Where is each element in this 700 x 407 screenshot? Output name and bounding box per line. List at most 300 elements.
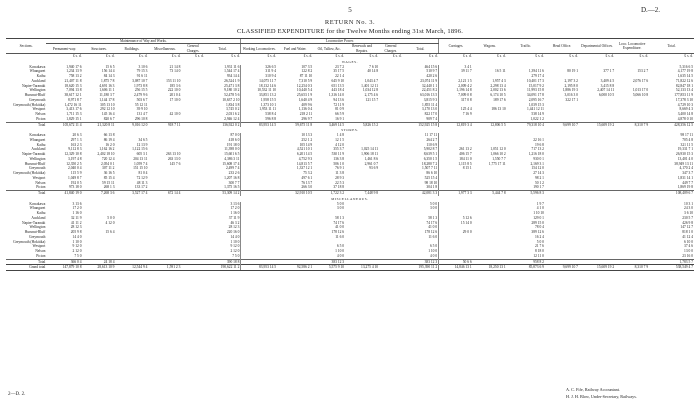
table-cell: 12 13 9 bbox=[136, 142, 148, 147]
units-cell: £ s. d. bbox=[138, 54, 148, 59]
table-cell: 10 3 1 bbox=[684, 201, 693, 206]
table-cell: 1,544 17 4 bbox=[224, 69, 240, 74]
units-cell: £ s. d. bbox=[392, 54, 402, 59]
section-name: Greymouth bbox=[29, 234, 46, 239]
table-cell: 2,298 13 4 bbox=[490, 83, 506, 88]
section-name: Nelson bbox=[35, 180, 46, 185]
table-cell: 73 14 0 bbox=[169, 69, 181, 74]
table-cell: 6,350 1 5 bbox=[423, 156, 438, 161]
table-cell: 252 1 2 bbox=[301, 137, 313, 142]
table-cell: 14 4 0 bbox=[72, 234, 82, 239]
table-cell: 110 6 9 bbox=[426, 142, 438, 147]
table-cell: 1,711 15 3 bbox=[66, 112, 82, 117]
signature-accountant: A. C. Fife, Railway Accountant. bbox=[566, 387, 620, 392]
table-cell: 2,031 6 2 bbox=[225, 112, 240, 117]
header-maintenance-group: Maintenance of Way and Works. bbox=[46, 39, 241, 44]
table-cell: 177,853 11 9 bbox=[674, 93, 693, 98]
table-cell: 15,017 9 2 bbox=[528, 83, 544, 88]
table-cell: 122 8 2 bbox=[301, 69, 313, 74]
table-cell: 4 0 0 bbox=[429, 253, 438, 258]
table-cell: 233 2 6 bbox=[228, 171, 240, 176]
total-cell: 21,320 8 11 bbox=[83, 122, 116, 127]
table-cell: 72 12 9 bbox=[136, 175, 148, 180]
table-cell: 818 1 0 bbox=[682, 230, 693, 235]
table-cell: 22 5 3 bbox=[335, 180, 345, 185]
table-cell: 201 0 4 bbox=[169, 93, 181, 98]
table-cell: 820 6 7 bbox=[103, 116, 115, 121]
table-cell: 133 17 2 bbox=[134, 185, 148, 190]
section-name: Picton bbox=[36, 185, 46, 190]
table-cell: 1,953 11 11 bbox=[241, 107, 277, 112]
section-name: Westport bbox=[32, 244, 46, 249]
table-cell: 2,407 14 11 bbox=[597, 88, 615, 93]
table-cell: 1,059 7 4 bbox=[133, 161, 148, 166]
table-cell: 973 18 0 bbox=[68, 185, 82, 190]
section-name: Whangarei bbox=[29, 137, 46, 142]
units-cell: £ s. d. bbox=[267, 54, 277, 59]
table-cell: 1,373 10 1 bbox=[241, 103, 277, 108]
table-cell: 2,169 3 1 bbox=[530, 161, 544, 166]
table-cell: 3 6 10 bbox=[684, 211, 693, 216]
table-cell: 59 15 11 bbox=[102, 180, 115, 185]
table-cell: 1,051 12 0 bbox=[490, 147, 506, 152]
table-cell: 8,971 8 7 bbox=[68, 97, 82, 102]
table-cell: 1,829 15 1 bbox=[66, 116, 82, 121]
total-cell: 3,469 14 5 bbox=[313, 122, 345, 127]
grand-total-cell: 13,275 4 10 bbox=[345, 265, 379, 271]
table-cell: 107 3 5 bbox=[301, 64, 313, 69]
table-cell: 930 0 1 bbox=[533, 156, 544, 161]
table-cell: 3 10 6 bbox=[138, 64, 148, 69]
header-sections: Sections. bbox=[6, 39, 46, 54]
table-cell: 11 6 0 bbox=[428, 234, 438, 239]
table-cell: 596 8 8 bbox=[241, 117, 277, 122]
table-cell: 1,831 14 1 bbox=[677, 175, 693, 180]
header-departmental-offices: Departmental Offices. bbox=[579, 39, 615, 54]
table-cell: 151 15 10 bbox=[133, 166, 148, 171]
total-cell: 24 18 4 bbox=[83, 259, 116, 265]
table-cell: 1,136 0 4 bbox=[298, 107, 313, 112]
table-cell: 38,617 12 1 bbox=[64, 93, 82, 98]
table-cell: 33,851 13 2 bbox=[241, 93, 277, 98]
table-cell: 35 17 5 bbox=[333, 69, 345, 74]
units-cell: £ s. d. bbox=[231, 54, 240, 59]
table-cell: 80 19 1 bbox=[567, 69, 578, 74]
section-name: Kawakawa bbox=[29, 64, 46, 69]
table-cell: 76 9 1 bbox=[335, 166, 345, 171]
table-cell: 98 18 10 bbox=[424, 180, 438, 185]
table-cell: 14,813 5 7 bbox=[296, 161, 313, 166]
table-cell: 322 17 1 bbox=[565, 97, 578, 102]
table-cell: 125 4 4 bbox=[439, 107, 473, 112]
table-cell: 9 12 0 bbox=[230, 244, 240, 249]
table-cell: 4,729 10 3 bbox=[677, 102, 693, 107]
table-cell: 10,401 17 3 bbox=[526, 78, 544, 83]
table-cell: 3,087 10 7 bbox=[132, 78, 148, 83]
table-cell: 25,471 3 8 bbox=[224, 83, 240, 88]
table-cell: 145 16 4 bbox=[101, 112, 115, 117]
table-cell: 156 14 4 bbox=[101, 69, 115, 74]
table-cell: 136 3 8 bbox=[333, 156, 345, 161]
table-cell: 4,170 2 4 bbox=[679, 166, 693, 171]
header-head-office: Head Office. bbox=[545, 39, 579, 54]
section-name: Nelson bbox=[35, 112, 46, 117]
table-cell: 75 3 2 bbox=[303, 171, 313, 176]
table-cell: 38,949 13 11 bbox=[674, 161, 693, 166]
table-cell: 355 3 7 bbox=[333, 147, 345, 152]
table-cell: 18,132 14 6 bbox=[241, 84, 277, 89]
section-name: Greymouth bbox=[29, 166, 46, 171]
section-name: Auckland bbox=[31, 147, 46, 152]
table-cell: 91 6 11 bbox=[136, 74, 148, 79]
table-cell: 11,180 3 7 bbox=[99, 93, 115, 98]
grand-total-cell: 12,544 9 4 bbox=[115, 265, 148, 271]
table-cell: 178 12 6 bbox=[424, 230, 438, 235]
table-cell: 22,451 8 2 bbox=[421, 88, 438, 93]
table-body bbox=[6, 54, 694, 271]
table-cell: 13,401 4 0 bbox=[677, 156, 693, 161]
units-cell: £ s. d. bbox=[463, 54, 472, 59]
units-cell: £ s. d. bbox=[72, 54, 82, 59]
total-cell: 41,840 19 0 bbox=[46, 191, 82, 196]
table-cell: 1,441 12 11 bbox=[527, 107, 544, 112]
table-cell: 22 16 1 bbox=[533, 137, 544, 142]
grand-total-cell bbox=[379, 265, 402, 271]
return-number: RETURN No. 3. bbox=[324, 19, 376, 26]
table-cell: 1,906 18 11 bbox=[361, 152, 379, 157]
total-cell: 918 7 11 bbox=[148, 122, 181, 127]
table-cell: 1,394 11 6 bbox=[528, 69, 544, 74]
table-cell: 63,016 13 5 bbox=[420, 93, 438, 98]
table-cell: 1,375 16 5 bbox=[224, 185, 240, 190]
header-general-charges: General Charges. bbox=[181, 44, 204, 54]
table-cell: 406 15 7 bbox=[439, 152, 473, 157]
grand-total-cell: 83,953 14 5 bbox=[241, 265, 277, 271]
table-cell: 538 8 4 bbox=[241, 112, 277, 117]
table-cell: 1,337 12 1 bbox=[296, 166, 313, 171]
table-cell: 115 5 9 bbox=[70, 171, 82, 176]
table-cell: 21 7 6 bbox=[534, 244, 544, 249]
total-cell: 5,596 8 3 bbox=[507, 191, 545, 196]
header-traffic: Traffic. bbox=[507, 39, 545, 54]
table-cell: 503 6 7 bbox=[136, 97, 148, 102]
table-cell: 5 12 6 bbox=[439, 216, 473, 221]
table-cell: 204 13 11 bbox=[133, 156, 148, 161]
table-cell: 3 0 0 bbox=[336, 206, 345, 211]
table-cell: 7,094 13 8 bbox=[66, 88, 82, 93]
table-cell: 17 10 0 bbox=[169, 97, 181, 102]
table-cell: 71,822 12 6 bbox=[675, 78, 693, 83]
table-cell: 6,201 14 5 bbox=[296, 152, 313, 157]
section-name: Napier-Taranaki bbox=[21, 220, 46, 225]
table-cell: 18,280 7 2 bbox=[421, 161, 438, 166]
table-cell: 87 11 10 bbox=[299, 74, 313, 79]
table-cell: 178 12 6 bbox=[331, 230, 345, 235]
table-cell: 24 3 0 bbox=[684, 206, 693, 211]
table-cell: 18,620 15 3 bbox=[64, 83, 82, 88]
table-cell: 145 7 6 bbox=[169, 161, 181, 166]
table-cell: 29 0 0 bbox=[439, 230, 473, 235]
table-cell: 4 0 0 bbox=[336, 253, 345, 258]
table-cell: 32 11 9 bbox=[70, 215, 82, 220]
table-cell: 1,115 8 5 bbox=[439, 162, 473, 167]
table-cell: 66 5 9 bbox=[335, 112, 345, 117]
total-cell: 50 6 6 bbox=[439, 259, 473, 265]
table-cell: 8,669 4 3 bbox=[679, 107, 693, 112]
section-name: Whangarei bbox=[29, 69, 46, 74]
table-cell: 58 1 3 bbox=[428, 215, 438, 220]
table-cell: 1,025 14 11 bbox=[361, 147, 379, 152]
table-cell: 3,815 9 3 bbox=[423, 97, 438, 102]
table-cell: 3,400 14 8 bbox=[677, 112, 693, 117]
table-cell: 443 18 4 bbox=[331, 88, 345, 93]
total-cell: 383 12 3 bbox=[403, 259, 439, 265]
grand-total-cell: 18,250 13 1 bbox=[473, 265, 507, 271]
table-cell: 305 13 10 bbox=[100, 102, 115, 107]
header-structures: Structures. bbox=[83, 44, 116, 54]
table-cell: 41 0 0 bbox=[428, 225, 438, 230]
table-cell: 1,973 8 8 bbox=[133, 83, 148, 88]
total-label: Total bbox=[6, 259, 46, 265]
table-cell: 55 12 11 bbox=[134, 102, 148, 107]
table-cell: 1,066 10 2 bbox=[490, 152, 506, 157]
table-cell: 153 11 10 bbox=[166, 78, 181, 83]
table-cell: 14,075 11 7 bbox=[241, 79, 277, 84]
table-cell: 16 2 4 bbox=[534, 234, 544, 239]
units-cell: £ s. d. bbox=[497, 54, 506, 59]
table-cell: 605 3 1 bbox=[136, 152, 148, 157]
table-cell: 1,940 17 6 bbox=[66, 64, 82, 69]
table-cell: 93 6 9 bbox=[369, 166, 379, 171]
table-cell: 1 10 0 bbox=[230, 239, 240, 244]
table-cell: 98 2 1 bbox=[534, 175, 544, 180]
table-cell: 81 0 9 bbox=[335, 107, 345, 112]
grand-total-cell: 8,310 7 9 bbox=[615, 265, 649, 271]
table-cell: 1,039 15 3 bbox=[528, 102, 544, 107]
table-cell: 11 6 0 bbox=[335, 234, 345, 239]
section-name: Greymouth (Hokitika) bbox=[13, 102, 46, 107]
header-wagons: Wagons. bbox=[473, 39, 507, 54]
table-cell: 6 5 0 bbox=[336, 244, 345, 249]
grand-total-cell: 9,699 10 7 bbox=[545, 265, 579, 271]
table-cell: 2,946 12 4 bbox=[224, 116, 240, 121]
table-cell: 12,329 10 8 bbox=[64, 152, 82, 157]
table-cell: 705 4 8 bbox=[682, 137, 693, 142]
table-cell: 1,640 4 9 bbox=[298, 97, 313, 102]
table-cell: 79 15 3 bbox=[136, 69, 148, 74]
table-cell: 1,635 14 5 bbox=[677, 74, 693, 79]
table-cell: 3 13 6 bbox=[230, 201, 240, 206]
table-cell: 74 17 6 bbox=[426, 220, 438, 225]
header-permanent-way: Permanent-way. bbox=[46, 44, 82, 54]
table-cell: 1,855 11 4 bbox=[422, 102, 438, 107]
header-renewals-repairs: Renewals and Repairs. bbox=[345, 44, 379, 54]
table-cell: 58 1 3 bbox=[335, 215, 345, 220]
section-name: Kawakawa bbox=[29, 201, 46, 206]
units-cell: £ s. d. bbox=[429, 54, 438, 59]
table-cell: 264 2 7 bbox=[426, 137, 438, 142]
table-cell: 510 9 7 bbox=[426, 69, 438, 74]
section-name: Kaihu bbox=[36, 142, 46, 147]
table-cell: 3,170 13 0 bbox=[421, 107, 438, 112]
table-cell: 52,478 5 6 bbox=[224, 93, 240, 98]
header-general-charges-loco: General Charges. bbox=[379, 44, 402, 54]
table-cell: 22 1 4 bbox=[335, 74, 345, 79]
table-cell: 3 0 0 bbox=[429, 206, 438, 211]
table-cell: 3 13 6 bbox=[72, 201, 82, 206]
table-cell: 3,415 8 8 bbox=[600, 83, 615, 88]
total-label: Total bbox=[6, 191, 46, 196]
table-cell: 1 10 0 bbox=[72, 239, 82, 244]
table-cell: 7 16 9 bbox=[439, 112, 473, 117]
section-name: Auckland bbox=[31, 215, 46, 220]
table-cell: 758 13 2 bbox=[68, 74, 82, 79]
table-cell: 21,407 11 8 bbox=[64, 78, 82, 83]
signature-under-secretary: H. J. H. Blow, Under-Secretary, Railways. bbox=[566, 394, 637, 399]
table-cell: 1,606 11 1 bbox=[99, 88, 115, 93]
table-cell: 186 13 10 bbox=[491, 107, 506, 112]
grand-total-row bbox=[6, 265, 694, 271]
table-cell: 7,310 5 9 bbox=[298, 78, 313, 83]
section-name: Greymouth (Hokitika) bbox=[13, 171, 46, 176]
table-cell: 1 16 0 bbox=[230, 211, 240, 216]
table-cell: 86 19 4 bbox=[103, 137, 115, 142]
table-cell: 1,958 15 5 bbox=[241, 98, 277, 103]
table-cell: 192 0 5 bbox=[70, 180, 82, 185]
table-cell: 538 14 9 bbox=[531, 112, 544, 117]
table-cell: 87 0 0 bbox=[230, 133, 240, 138]
table-cell: 15,608 17 4 bbox=[222, 161, 240, 166]
table-cell: 3 4 1 bbox=[439, 65, 473, 70]
total-label: Total bbox=[6, 122, 46, 127]
table-cell: 76 13 7 bbox=[301, 180, 313, 185]
table-cell: 1 10 0 bbox=[428, 249, 438, 254]
table-cell: 15,601 6 5 bbox=[224, 152, 240, 157]
table-cell: 2,197 3 2 bbox=[564, 78, 578, 83]
section-label: STORES. bbox=[341, 128, 359, 133]
table-cell: 230 5 7 bbox=[682, 215, 693, 220]
table-cell: 300 7 7 bbox=[228, 180, 240, 185]
grand-total-cell: 28,613 10 9 bbox=[83, 265, 116, 271]
units-cell: £ s. d. bbox=[105, 54, 115, 59]
section-name: Whangarei bbox=[29, 206, 46, 211]
table-cell: 4 12 0 bbox=[105, 220, 115, 225]
table-cell: 5,066 10 8 bbox=[632, 93, 649, 98]
total-cell: 428,356 12 5 bbox=[649, 122, 694, 127]
section-name: Greymouth bbox=[29, 97, 46, 102]
table-cell: 19,331 7 1 bbox=[677, 147, 693, 152]
section-label: WAGES. bbox=[341, 59, 359, 64]
table-cell: 184 11 0 bbox=[439, 157, 473, 162]
table-cell: 15 6 5 bbox=[105, 64, 115, 69]
table-cell: 289 15 0 bbox=[531, 220, 544, 225]
total-cell: 9,699 10 7 bbox=[545, 122, 579, 127]
grand-total-cell: 14,846 13 1 bbox=[439, 265, 473, 271]
table-cell: 1,461 8 6 bbox=[364, 156, 379, 161]
table-cell: 5,902 8 7 bbox=[423, 147, 438, 152]
units-cell: £ s. d. bbox=[303, 54, 313, 59]
units-cell: £ s. d. bbox=[195, 54, 204, 59]
table-cell: 129 0 1 bbox=[533, 215, 544, 220]
table-cell: 2,175 4 6 bbox=[364, 93, 379, 98]
section-name: Auckland bbox=[31, 78, 46, 83]
table-cell: 86 6 10 bbox=[426, 171, 438, 176]
section-name: Wellington bbox=[29, 88, 46, 93]
section-label: MISCELLANEOUS. bbox=[331, 196, 369, 201]
table-cell: 82,847 18 1 bbox=[675, 83, 693, 88]
table-cell: 205 9 8 bbox=[70, 230, 82, 235]
table-cell: 307 11 2 bbox=[102, 166, 115, 171]
table-cell: 449 7 7 bbox=[682, 180, 693, 185]
table-cell: 1,049 8 7 bbox=[68, 175, 82, 180]
table-cell: 389 12 6 bbox=[531, 230, 544, 235]
table-cell: 1,316 14 0 bbox=[328, 93, 345, 98]
table-cell: 218 2 11 bbox=[299, 112, 313, 117]
table-cell: 8 18 0 bbox=[534, 249, 544, 254]
table-cell: 9,112 8 3 bbox=[68, 147, 82, 152]
table-cell: 268 1 3 bbox=[103, 185, 115, 190]
section-name: Nelson bbox=[35, 249, 46, 254]
grand-total-cell: 85,873 6 9 bbox=[507, 265, 545, 271]
table-cell: 74 17 6 bbox=[333, 220, 345, 225]
footer-reference: 2—D. 2. bbox=[8, 392, 26, 397]
table-cell: 3,413 17 6 bbox=[66, 107, 82, 112]
section-name: Napier-Taranaki bbox=[21, 152, 46, 157]
table-cell: 2,121 1 5 bbox=[439, 79, 473, 84]
header-miscellaneous: Miscellaneous. bbox=[148, 44, 181, 54]
table-cell: 7 6 10 bbox=[369, 64, 379, 69]
table-cell: 2,076 17 6 bbox=[632, 78, 649, 83]
table-cell: 26,930 15 3 bbox=[675, 152, 693, 157]
table-cell: 7 5 0 bbox=[74, 253, 82, 258]
table-cell: 27 14 3 bbox=[533, 171, 544, 176]
table-cell: 17 2 0 bbox=[72, 206, 82, 211]
table-cell: 6,000 10 5 bbox=[598, 93, 615, 98]
table-cell: 1,234 13 9 bbox=[66, 69, 82, 74]
table-cell: 296 10 8 bbox=[134, 116, 148, 121]
table-cell: 2,195 8 0 bbox=[564, 83, 578, 88]
document-reference: D.—2. bbox=[640, 6, 660, 14]
grand-total-cell: 195,390 11 2 bbox=[403, 265, 439, 271]
table-cell: 10,440 5 4 bbox=[296, 88, 313, 93]
grand-total-cell: 92,586 2 1 bbox=[277, 265, 313, 271]
table-cell: 497 6 1 bbox=[301, 175, 313, 180]
table-cell: 426 9 8 bbox=[682, 220, 693, 225]
section-name: Wellington bbox=[29, 225, 46, 230]
table-cell: 296 9 7 bbox=[301, 116, 313, 121]
units-cell: £ s. d. bbox=[535, 54, 544, 59]
table-cell: 1,550 7 7 bbox=[492, 156, 506, 161]
table-cell: 37 11 9 bbox=[228, 215, 240, 220]
table-cell: 12,254 0 3 bbox=[296, 83, 313, 88]
table-cell: 39 9 10 bbox=[136, 107, 148, 112]
total-cell: 152,925 15 8 bbox=[403, 122, 439, 127]
grand-total-cell: 147,879 10 8 bbox=[46, 265, 82, 271]
table-cell: 1 16 0 bbox=[72, 211, 82, 216]
table-cell: 5 0 0 bbox=[536, 239, 544, 244]
table-cell: 263 13 10 bbox=[166, 152, 181, 157]
table-cell: 15 14 0 bbox=[439, 221, 473, 226]
table-cell: 81 0 4 bbox=[138, 171, 148, 176]
table-cell: 311 9 4 bbox=[241, 69, 277, 74]
table-cell: 26,524 1 9 bbox=[224, 78, 240, 83]
table-cell: 909 7 4 bbox=[426, 116, 438, 121]
table-cell: 23,074 11 9 bbox=[420, 78, 438, 83]
grand-total-cell: 538,549 4 7 bbox=[649, 265, 694, 271]
table-cell: 52,133 13 4 bbox=[675, 88, 693, 93]
section-name: Greymouth (Hokitika) bbox=[13, 239, 46, 244]
header-grand-total: Total. bbox=[649, 39, 694, 54]
